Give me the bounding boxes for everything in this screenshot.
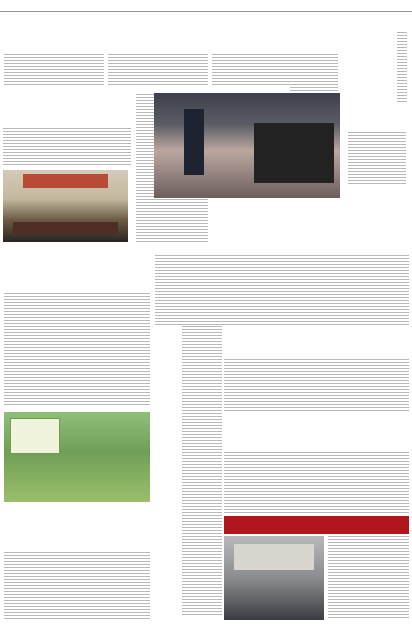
algeria-headline — [9, 108, 131, 124]
photo-poster — [10, 418, 60, 454]
domestic-violence-headline — [226, 329, 408, 355]
police-story[interactable] — [224, 516, 409, 534]
photo-table — [13, 222, 118, 234]
domestic-violence-story[interactable] — [224, 329, 409, 355]
food-story[interactable] — [3, 247, 151, 289]
heat-headline — [155, 326, 177, 620]
food-kicker — [17, 247, 149, 263]
algeria-body — [3, 128, 131, 166]
masthead-title-1 — [346, 24, 394, 76]
police-body — [328, 536, 409, 620]
photo-banner — [23, 174, 108, 188]
zongzi-photo — [4, 412, 150, 502]
algeria-signing-photo — [3, 170, 128, 242]
public-housing-story[interactable] — [155, 200, 409, 250]
photo-crowd — [254, 123, 334, 183]
algeria-story[interactable] — [3, 94, 133, 242]
heat-body — [182, 326, 222, 616]
mini-stories-right — [290, 54, 338, 92]
main-press-photo — [154, 93, 340, 198]
food-headline — [13, 265, 149, 285]
algeria-kicker — [33, 94, 133, 108]
police-headline — [224, 516, 409, 534]
pmi-body — [224, 452, 409, 514]
rice-wine-kicker — [9, 506, 149, 522]
pmi-headline — [228, 428, 408, 448]
public-housing-kicker — [187, 202, 403, 218]
pmi-story[interactable] — [224, 412, 409, 450]
public-housing-headline-red — [267, 221, 407, 247]
food-body — [4, 293, 150, 407]
police-meeting-photo — [224, 536, 324, 620]
heat-story[interactable] — [153, 326, 179, 620]
rice-wine-headline — [7, 524, 151, 544]
masthead — [342, 14, 410, 189]
masthead-contact-text — [348, 132, 406, 186]
headline-banner[interactable] — [3, 14, 339, 52]
rice-wine-body — [4, 552, 150, 620]
suicide-body-mid — [108, 54, 208, 86]
photo-speaker — [184, 109, 204, 175]
masthead-title-2 — [346, 74, 394, 126]
pmi-kicker — [274, 412, 404, 427]
public-housing-headline-black — [155, 221, 267, 247]
rice-wine-story[interactable] — [3, 506, 151, 548]
headline-suicide — [3, 15, 339, 51]
suicide-body-left — [4, 54, 104, 86]
domestic-violence-body — [224, 359, 409, 411]
photo-screen — [234, 544, 314, 570]
public-housing-body — [155, 255, 409, 325]
masthead-info-text — [397, 32, 407, 102]
top-bar — [0, 0, 412, 12]
